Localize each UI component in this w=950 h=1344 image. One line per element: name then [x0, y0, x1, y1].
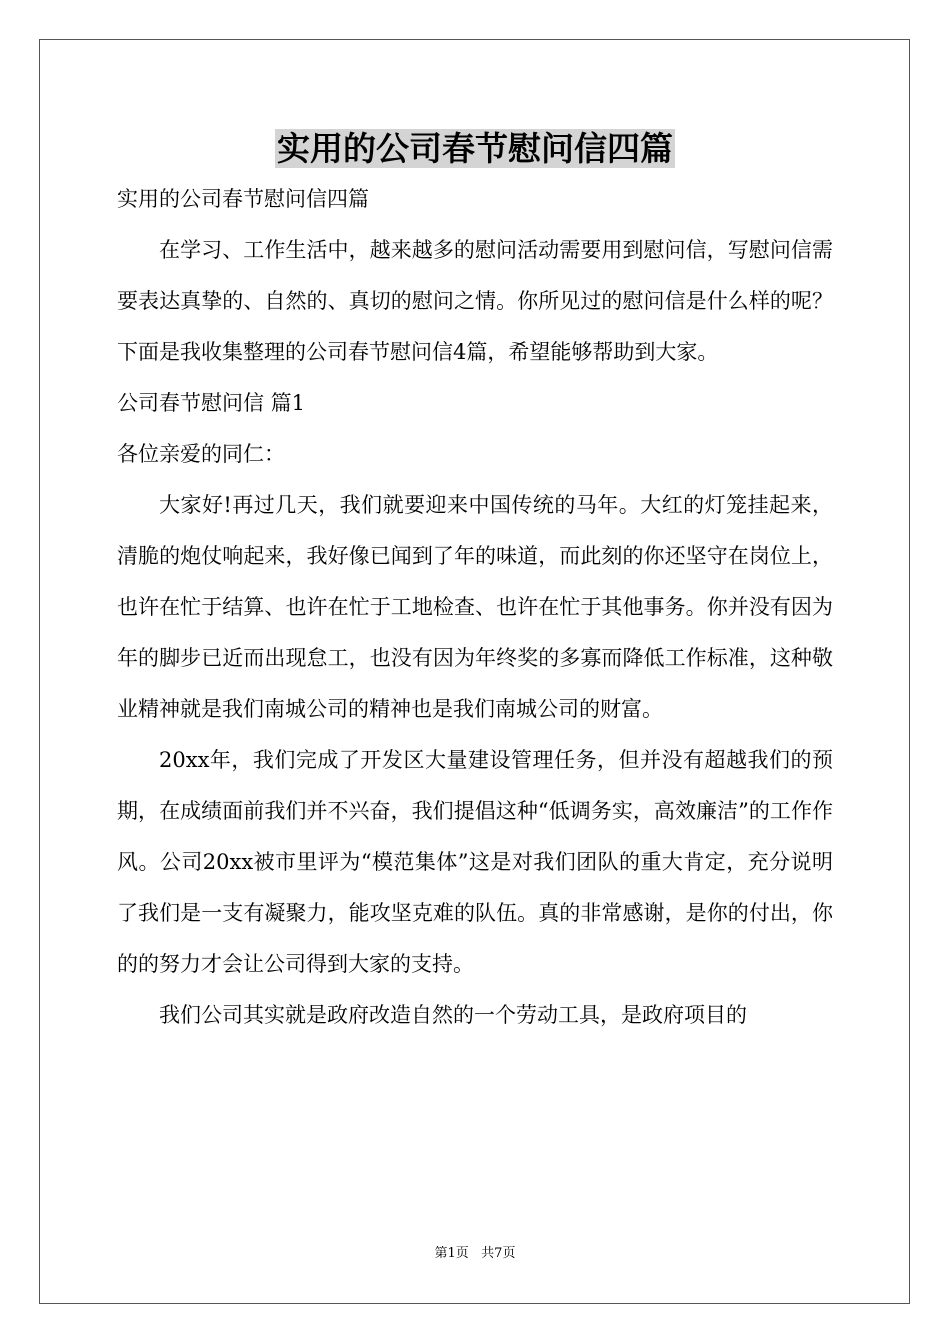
- document-title: [0, 124, 950, 174]
- subtitle-line: 实用的公司春节慰问信四篇: [117, 187, 369, 211]
- section-heading: 公司春节慰问信 篇1: [117, 391, 306, 415]
- document-title-text: 实用的公司春节慰问信四篇: [277, 129, 673, 168]
- intro-paragraph: 在学习、工作生活中，越来越多的慰问活动需要用到慰问信，写慰问信需要表达真挚的、自然的、真切的慰问之情。你所见过的慰问信是什么样的呢？下面是我收集整理的公司春节慰问信4篇，希望能够帮助到大家。: [117, 238, 833, 364]
- document-body: [117, 174, 833, 1041]
- body-paragraph: 大家好!再过几天，我们就要迎来中国传统的马年。大红的灯笼挂起来，清脆的炮仗响起来，我好像已闻到了年的味道，而此刻的你还坚守在岗位上，也许在忙于结算、也许在忙于工地检查、也许在忙于其他事务。你并没有因为年的脚步已近而出现怠工，也没有因为年终奖的多寡而降低工作标准，这种敬业精神就是我们南城公司的精神也是我们南城公司的财富。: [117, 493, 833, 721]
- body-paragraph: 20xx年，我们完成了开发区大量建设管理任务，但并没有超越我们的预期，在成绩面前我们并不兴奋，我们提倡这种“低调务实，高效廉洁”的工作作风。公司20xx被市里评为“模范集体”这是对我们团队的重大肯定，充分说明了我们是一支有凝聚力，能攻坚克难的队伍。真的非常感谢，是你的付出，你的的努力才会让公司得到大家的支持。: [117, 748, 833, 976]
- salutation: 各位亲爱的同仁：: [117, 442, 285, 466]
- page-number-footer: 第1页 共7页: [434, 1246, 516, 1261]
- body-paragraph: 我们公司其实就是政府改造自然的一个劳动工具，是政府项目的: [159, 1003, 747, 1027]
